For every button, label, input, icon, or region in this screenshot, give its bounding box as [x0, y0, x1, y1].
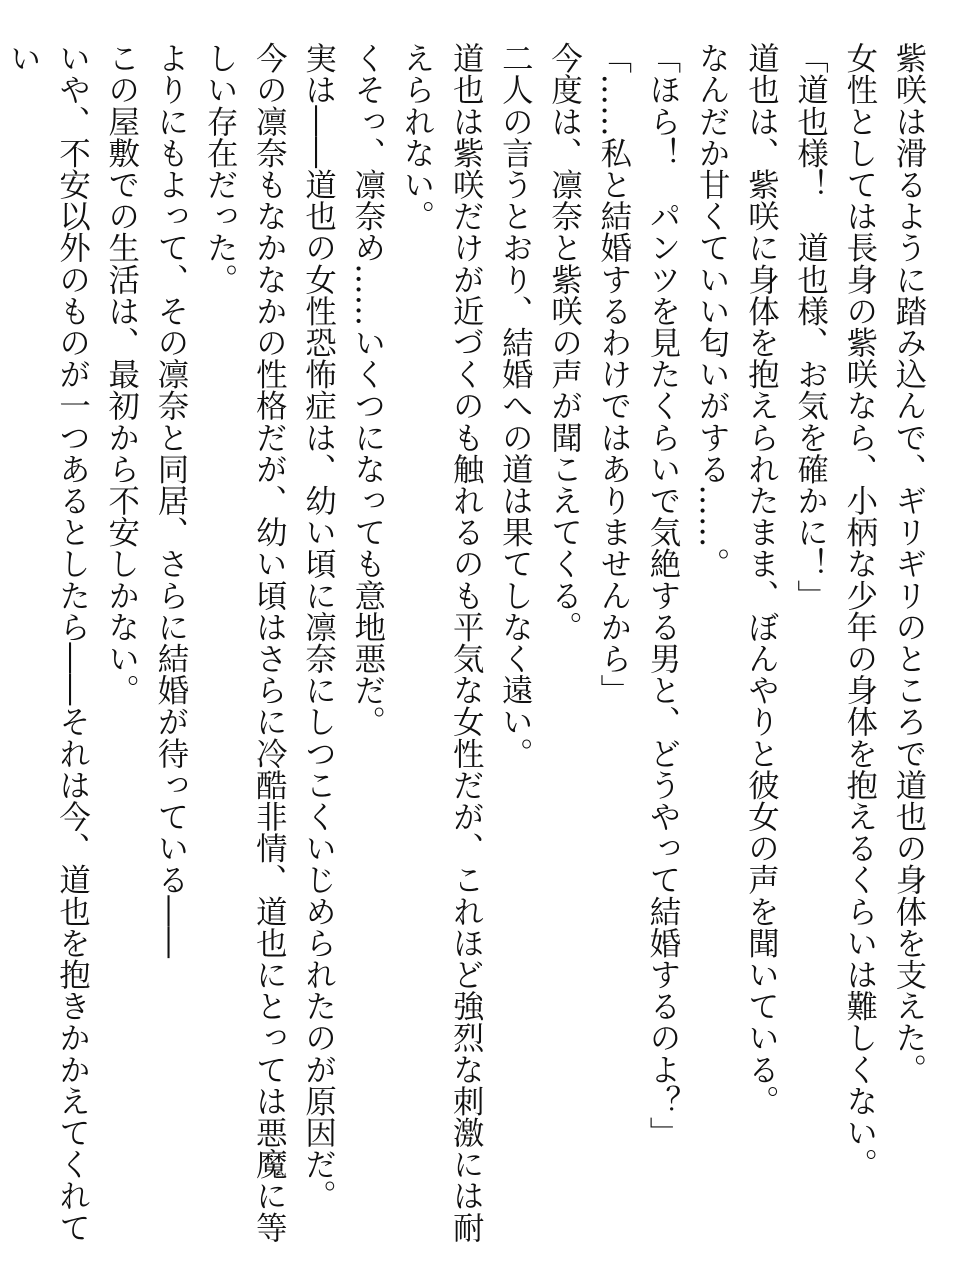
paragraph: 実は――道也の女性恐怖症は、幼い頃に凛奈にしつこくいじめられたのが原因だ。: [299, 42, 336, 1212]
paragraph: くそっ、凛奈め……いくつになっても意地悪だ。: [348, 42, 385, 738]
paragraph: 今度は、凛奈と紫咲の声が聞こえてくる。: [545, 42, 582, 643]
vertical-text-body: [0, 42, 932, 1252]
dialogue-paragraph: 「ほら！ パンツを見たくらいで気絶する男と、どうやって結婚するのよ？」: [643, 42, 680, 1148]
paragraph: 今の凛奈もなかなかの性格だが、幼い頃はさらに冷酷非情、道也にとっては悪魔に等しい存在だった。: [201, 42, 287, 1243]
paragraph: 紫咲は滑るように踏み込んで、ギリギリのところで道也の身体を支えた。: [890, 42, 926, 1085]
dialogue-paragraph: 「道也様！ 道也様、お気を確かに！」: [791, 42, 828, 611]
paragraph: 道也は紫咲だけが近づくのも触れるのも平気な女性だが、これほど強烈な刺激には耐えられない。: [397, 42, 484, 1243]
dialogue-paragraph: 「……私と結婚するわけではありませんから」: [594, 42, 631, 706]
paragraph: なんだか甘くていい匂いがする……。: [693, 42, 730, 580]
paragraph: 道也は、紫咲に身体を抱えられたまま、ぼんやりと彼女の声を聞いている。: [742, 42, 779, 1117]
paragraph: この屋敷での生活は、最初から不安しかない。: [102, 42, 139, 706]
paragraph: よりにもよって、その凛奈と同居、さらに結婚が待っている――: [151, 42, 188, 959]
paragraph: 二人の言うとおり、結婚への道は果てしなく遠い。: [496, 42, 533, 769]
paragraph: 女性としては長身の紫咲なら、小柄な少年の身体を抱えるくらいは難しくない。: [840, 42, 877, 1180]
paragraph: いや、不安以外のものが一つあるとしたら――それは今、道也を抱きかかえてくれてい: [4, 42, 90, 1243]
